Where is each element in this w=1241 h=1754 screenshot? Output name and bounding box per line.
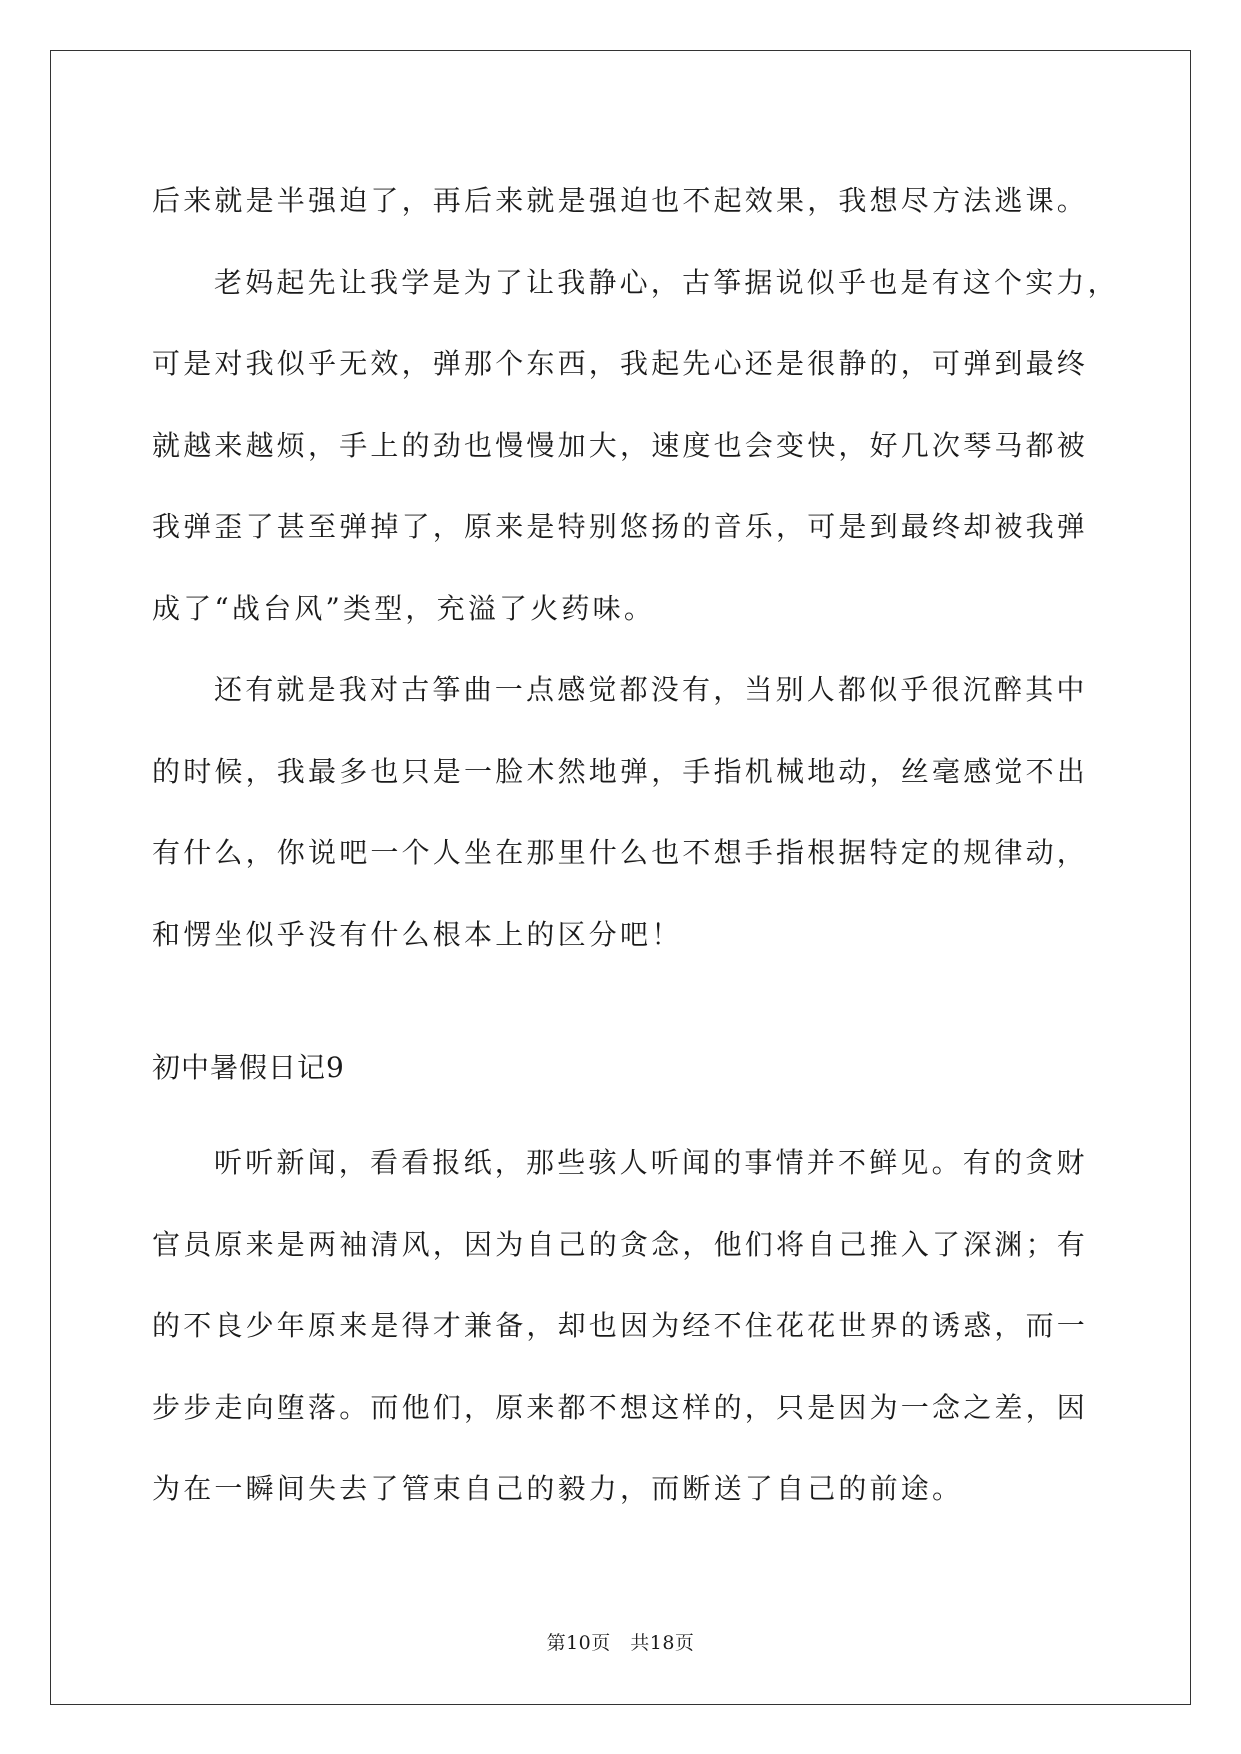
text-line: 我弹歪了甚至弹掉了，原来是特别悠扬的音乐，可是到最终却被我弹 (152, 510, 1089, 543)
text-line: 还有就是我对古筝曲一点感觉都没有，当别人都似乎很沉醉其中 (214, 673, 1088, 706)
text-line: 后来就是半强迫了，再后来就是强迫也不起效果，我想尽方法逃课。 (152, 184, 1089, 217)
text-line: 和愣坐似乎没有什么根本上的区分吧！ (152, 917, 683, 951)
document-body-section-2 (152, 1122, 1102, 1530)
text-line: 官员原来是两袖清风，因为自己的贪念，他们将自己推入了深渊；有 (152, 1227, 1089, 1261)
text-line: 的不良少年原来是得才兼备，却也因为经不住花花世界的诱惑，而一 (152, 1309, 1089, 1342)
text-line: 为在一瞬间失去了管束自己的毅力，而断送了自己的前途。 (152, 1472, 964, 1505)
section-heading: 初中暑假日记9 (152, 1051, 345, 1084)
text-line: 步步走向堕落。而他们，原来都不想这样的，只是因为一念之差，因 (152, 1390, 1089, 1424)
text-line: 的时候，我最多也只是一脸木然地弹，手指机械地动，丝毫感觉不出 (152, 754, 1089, 788)
text-line: 听听新闻，看看报纸，那些骇人听闻的事情并不鲜见。有的贪财 (214, 1146, 1088, 1179)
text-line: 老妈起先让我学是为了让我静心，古筝据说似乎也是有这个实力， (214, 265, 1119, 299)
text-line: 就越来越烦，手上的劲也慢慢加大，速度也会变快，好几次琴马都被 (152, 428, 1089, 462)
document-body-section-1 (152, 160, 1119, 975)
text-line: 有什么，你说吧一个人坐在那里什么也不想手指根据特定的规律动， (152, 836, 1089, 869)
page-number-footer: 第10页 共18页 (546, 1632, 695, 1654)
text-line: 成了“战台风”类型，充溢了火药味。 (152, 591, 656, 625)
text-line: 可是对我似乎无效，弹那个东西，我起先心还是很静的，可弹到最终 (152, 347, 1089, 380)
